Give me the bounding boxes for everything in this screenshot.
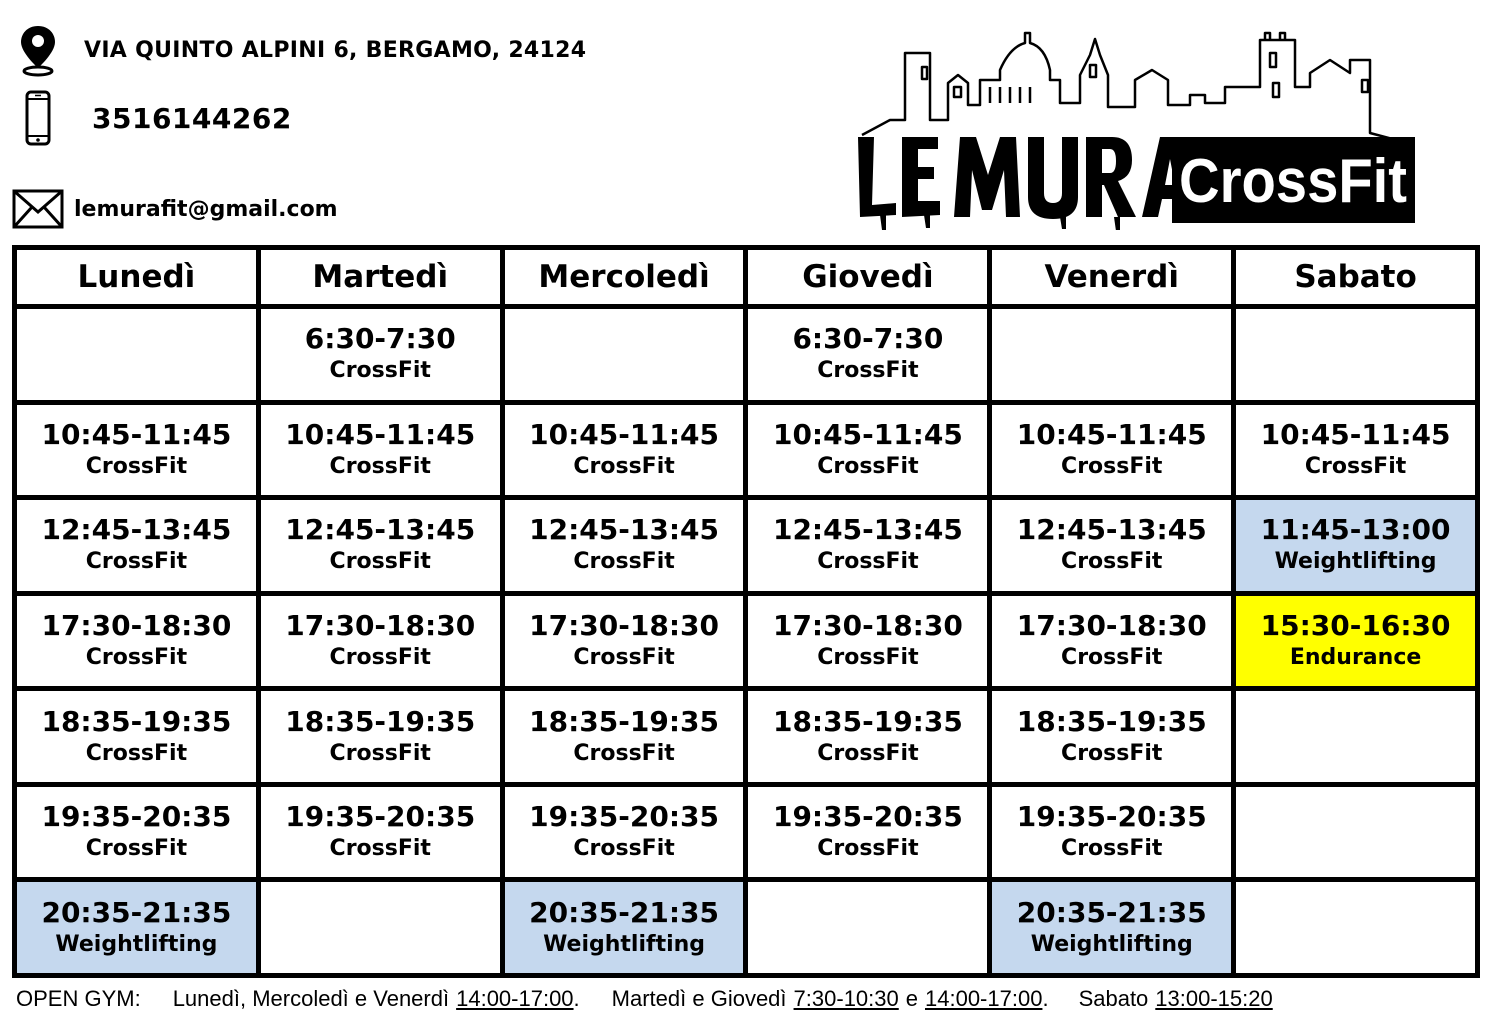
open-gym-group3-days: Sabato <box>1078 986 1149 1011</box>
day-header-label: Martedì <box>312 259 449 295</box>
slot-class-name: Endurance <box>1289 644 1422 670</box>
slot-class-name: CrossFit <box>817 358 919 384</box>
open-gym-group1-time: 14:00-17:00 <box>456 986 574 1011</box>
slot-class-name: CrossFit <box>1061 549 1163 575</box>
address-text: VIA QUINTO ALPINI 6, BERGAMO, 24124 <box>84 37 587 63</box>
class-slot <box>17 596 256 687</box>
class-slot <box>505 882 744 973</box>
class-slot <box>261 787 500 878</box>
slot-time: 20:35-21:35 <box>1016 895 1207 929</box>
slot-class-name: CrossFit <box>329 549 431 575</box>
slot-time: 11:45-13:00 <box>1260 513 1451 547</box>
slot-class-name: CrossFit <box>85 644 188 670</box>
mail-envelope-icon <box>12 188 64 230</box>
open-gym-group2-join: e <box>905 986 918 1011</box>
open-gym-group3-time: 13:00-15:20 <box>1155 986 1273 1011</box>
class-slot <box>17 405 256 496</box>
class-slot <box>992 405 1231 496</box>
day-header <box>992 250 1231 304</box>
class-slot <box>261 691 500 782</box>
slot-class-name: CrossFit <box>329 644 431 670</box>
slot-class-name: CrossFit <box>1061 644 1163 670</box>
empty-slot <box>1236 691 1475 782</box>
slot-class-name: CrossFit <box>573 453 675 479</box>
day-header-label: Venerdì <box>1044 259 1179 295</box>
slot-time: 17:30-18:30 <box>1016 608 1207 642</box>
class-slot <box>992 882 1231 973</box>
empty-slot <box>748 882 987 973</box>
class-slot <box>748 787 987 878</box>
class-slot <box>748 691 987 782</box>
class-slot <box>1236 500 1475 591</box>
class-slot <box>17 500 256 591</box>
slot-class-name: Weightlifting <box>543 931 706 957</box>
slot-time: 12:45-13:45 <box>1016 513 1207 547</box>
class-slot <box>1236 596 1475 687</box>
slot-time: 18:35-19:35 <box>41 704 232 738</box>
logo-brand-text: CrossFit <box>1179 147 1407 216</box>
slot-class-name: CrossFit <box>1304 453 1407 479</box>
empty-slot <box>992 309 1231 400</box>
slot-time: 17:30-18:30 <box>529 608 719 642</box>
slot-class-name: CrossFit <box>573 836 675 862</box>
slot-class-name: CrossFit <box>817 549 919 575</box>
class-slot <box>748 596 987 687</box>
slot-class-name: CrossFit <box>85 740 188 766</box>
slot-class-name: Weightlifting <box>1274 549 1437 575</box>
open-gym-group1-days: Lunedì, Mercoledì e Venerdì <box>172 986 450 1011</box>
day-header <box>17 250 256 304</box>
slot-class-name: CrossFit <box>85 836 188 862</box>
open-gym-group2-days: Martedì e Giovedì <box>611 986 787 1011</box>
day-header-label: Sabato <box>1294 259 1417 295</box>
class-slot <box>505 500 744 591</box>
slot-class-name: CrossFit <box>817 836 919 862</box>
empty-slot <box>261 882 500 973</box>
class-slot <box>261 500 500 591</box>
slot-class-name: CrossFit <box>573 644 675 670</box>
slot-class-name: CrossFit <box>329 358 431 384</box>
slot-time: 12:45-13:45 <box>772 513 963 547</box>
slot-class-name: Weightlifting <box>1030 931 1193 957</box>
slot-time: 12:45-13:45 <box>285 513 476 547</box>
slot-time: 19:35-20:35 <box>772 800 963 834</box>
class-slot <box>1236 405 1475 496</box>
open-gym-footer: OPEN GYM: Lunedì, Mercoledì e Venerdì 14:00-17:00 . Martedì e Giovedì 7:30-10:30 e 14:00-17:00 . Sabato 13:00-15:20 <box>16 986 1273 1011</box>
slot-time: 15:30-16:30 <box>1260 608 1451 642</box>
slot-class-name: CrossFit <box>1061 453 1163 479</box>
open-gym-group2-time2: 14:00-17:00 <box>925 986 1043 1011</box>
slot-class-name: CrossFit <box>85 453 188 479</box>
email-text: lemurafit@gmail.com <box>74 196 338 222</box>
class-slot <box>17 882 256 973</box>
class-slot <box>261 596 500 687</box>
slot-time: 17:30-18:30 <box>41 608 232 642</box>
class-slot <box>505 787 744 878</box>
day-header-label: Lunedì <box>77 259 196 295</box>
day-header-label: Giovedì <box>802 259 934 295</box>
day-header-label: Mercoledì <box>538 259 710 295</box>
slot-class-name: CrossFit <box>1061 836 1163 862</box>
day-header <box>261 250 500 304</box>
phone-icon <box>12 90 64 146</box>
slot-time: 10:45-11:45 <box>1260 417 1451 451</box>
empty-slot <box>1236 882 1475 973</box>
email-row <box>12 188 338 230</box>
slot-time: 10:45-11:45 <box>772 417 963 451</box>
slot-class-name: CrossFit <box>573 740 675 766</box>
slot-time: 17:30-18:30 <box>772 608 963 642</box>
class-slot <box>992 787 1231 878</box>
slot-time: 19:35-20:35 <box>1016 800 1207 834</box>
class-slot <box>505 596 744 687</box>
open-gym-group2-time1: 7:30-10:30 <box>793 986 899 1011</box>
le-mura-crossfit-logo <box>850 25 1420 230</box>
slot-time: 10:45-11:45 <box>285 417 476 451</box>
phone-row <box>12 90 292 146</box>
slot-time: 19:35-20:35 <box>41 800 232 834</box>
day-header <box>1236 250 1475 304</box>
slot-class-name: CrossFit <box>817 644 919 670</box>
slot-time: 18:35-19:35 <box>772 704 963 738</box>
slot-class-name: CrossFit <box>329 453 431 479</box>
class-slot <box>992 691 1231 782</box>
slot-class-name: CrossFit <box>1061 740 1163 766</box>
class-slot <box>261 309 500 400</box>
slot-class-name: CrossFit <box>329 740 431 766</box>
class-slot <box>505 405 744 496</box>
slot-class-name: Weightlifting <box>55 931 218 957</box>
open-gym-label: OPEN GYM: <box>16 986 141 1011</box>
slot-time: 10:45-11:45 <box>529 417 719 451</box>
slot-class-name: CrossFit <box>817 453 919 479</box>
slot-time: 12:45-13:45 <box>529 513 719 547</box>
phone-text: 3516144262 <box>92 101 292 135</box>
slot-class-name: CrossFit <box>85 549 188 575</box>
class-slot <box>17 691 256 782</box>
slot-class-name: CrossFit <box>573 549 675 575</box>
slot-time: 20:35-21:35 <box>529 895 719 929</box>
slot-time: 10:45-11:45 <box>1016 417 1207 451</box>
location-pin-icon <box>12 22 64 78</box>
class-slot <box>261 405 500 496</box>
class-slot <box>748 309 987 400</box>
slot-time: 19:35-20:35 <box>529 800 719 834</box>
empty-slot <box>505 309 744 400</box>
class-slot <box>992 500 1231 591</box>
slot-time: 12:45-13:45 <box>41 513 232 547</box>
slot-time: 6:30-7:30 <box>792 322 944 356</box>
class-slot <box>748 500 987 591</box>
slot-time: 10:45-11:45 <box>41 417 232 451</box>
class-slot <box>992 596 1231 687</box>
slot-time: 18:35-19:35 <box>529 704 719 738</box>
bergamo-skyline-logo-graphic <box>850 25 1420 230</box>
address-row <box>12 22 586 78</box>
empty-slot <box>17 309 256 400</box>
slot-class-name: CrossFit <box>329 836 431 862</box>
class-slot <box>17 787 256 878</box>
empty-slot <box>1236 309 1475 400</box>
slot-time: 18:35-19:35 <box>285 704 476 738</box>
empty-slot <box>1236 787 1475 878</box>
slot-time: 20:35-21:35 <box>41 895 232 929</box>
slot-time: 18:35-19:35 <box>1016 704 1207 738</box>
weekly-schedule-table <box>12 245 1480 978</box>
class-slot <box>748 405 987 496</box>
slot-time: 17:30-18:30 <box>285 608 476 642</box>
slot-time: 6:30-7:30 <box>304 322 456 356</box>
slot-class-name: CrossFit <box>817 740 919 766</box>
day-header <box>505 250 744 304</box>
class-slot <box>505 691 744 782</box>
slot-time: 19:35-20:35 <box>285 800 476 834</box>
day-header <box>748 250 987 304</box>
